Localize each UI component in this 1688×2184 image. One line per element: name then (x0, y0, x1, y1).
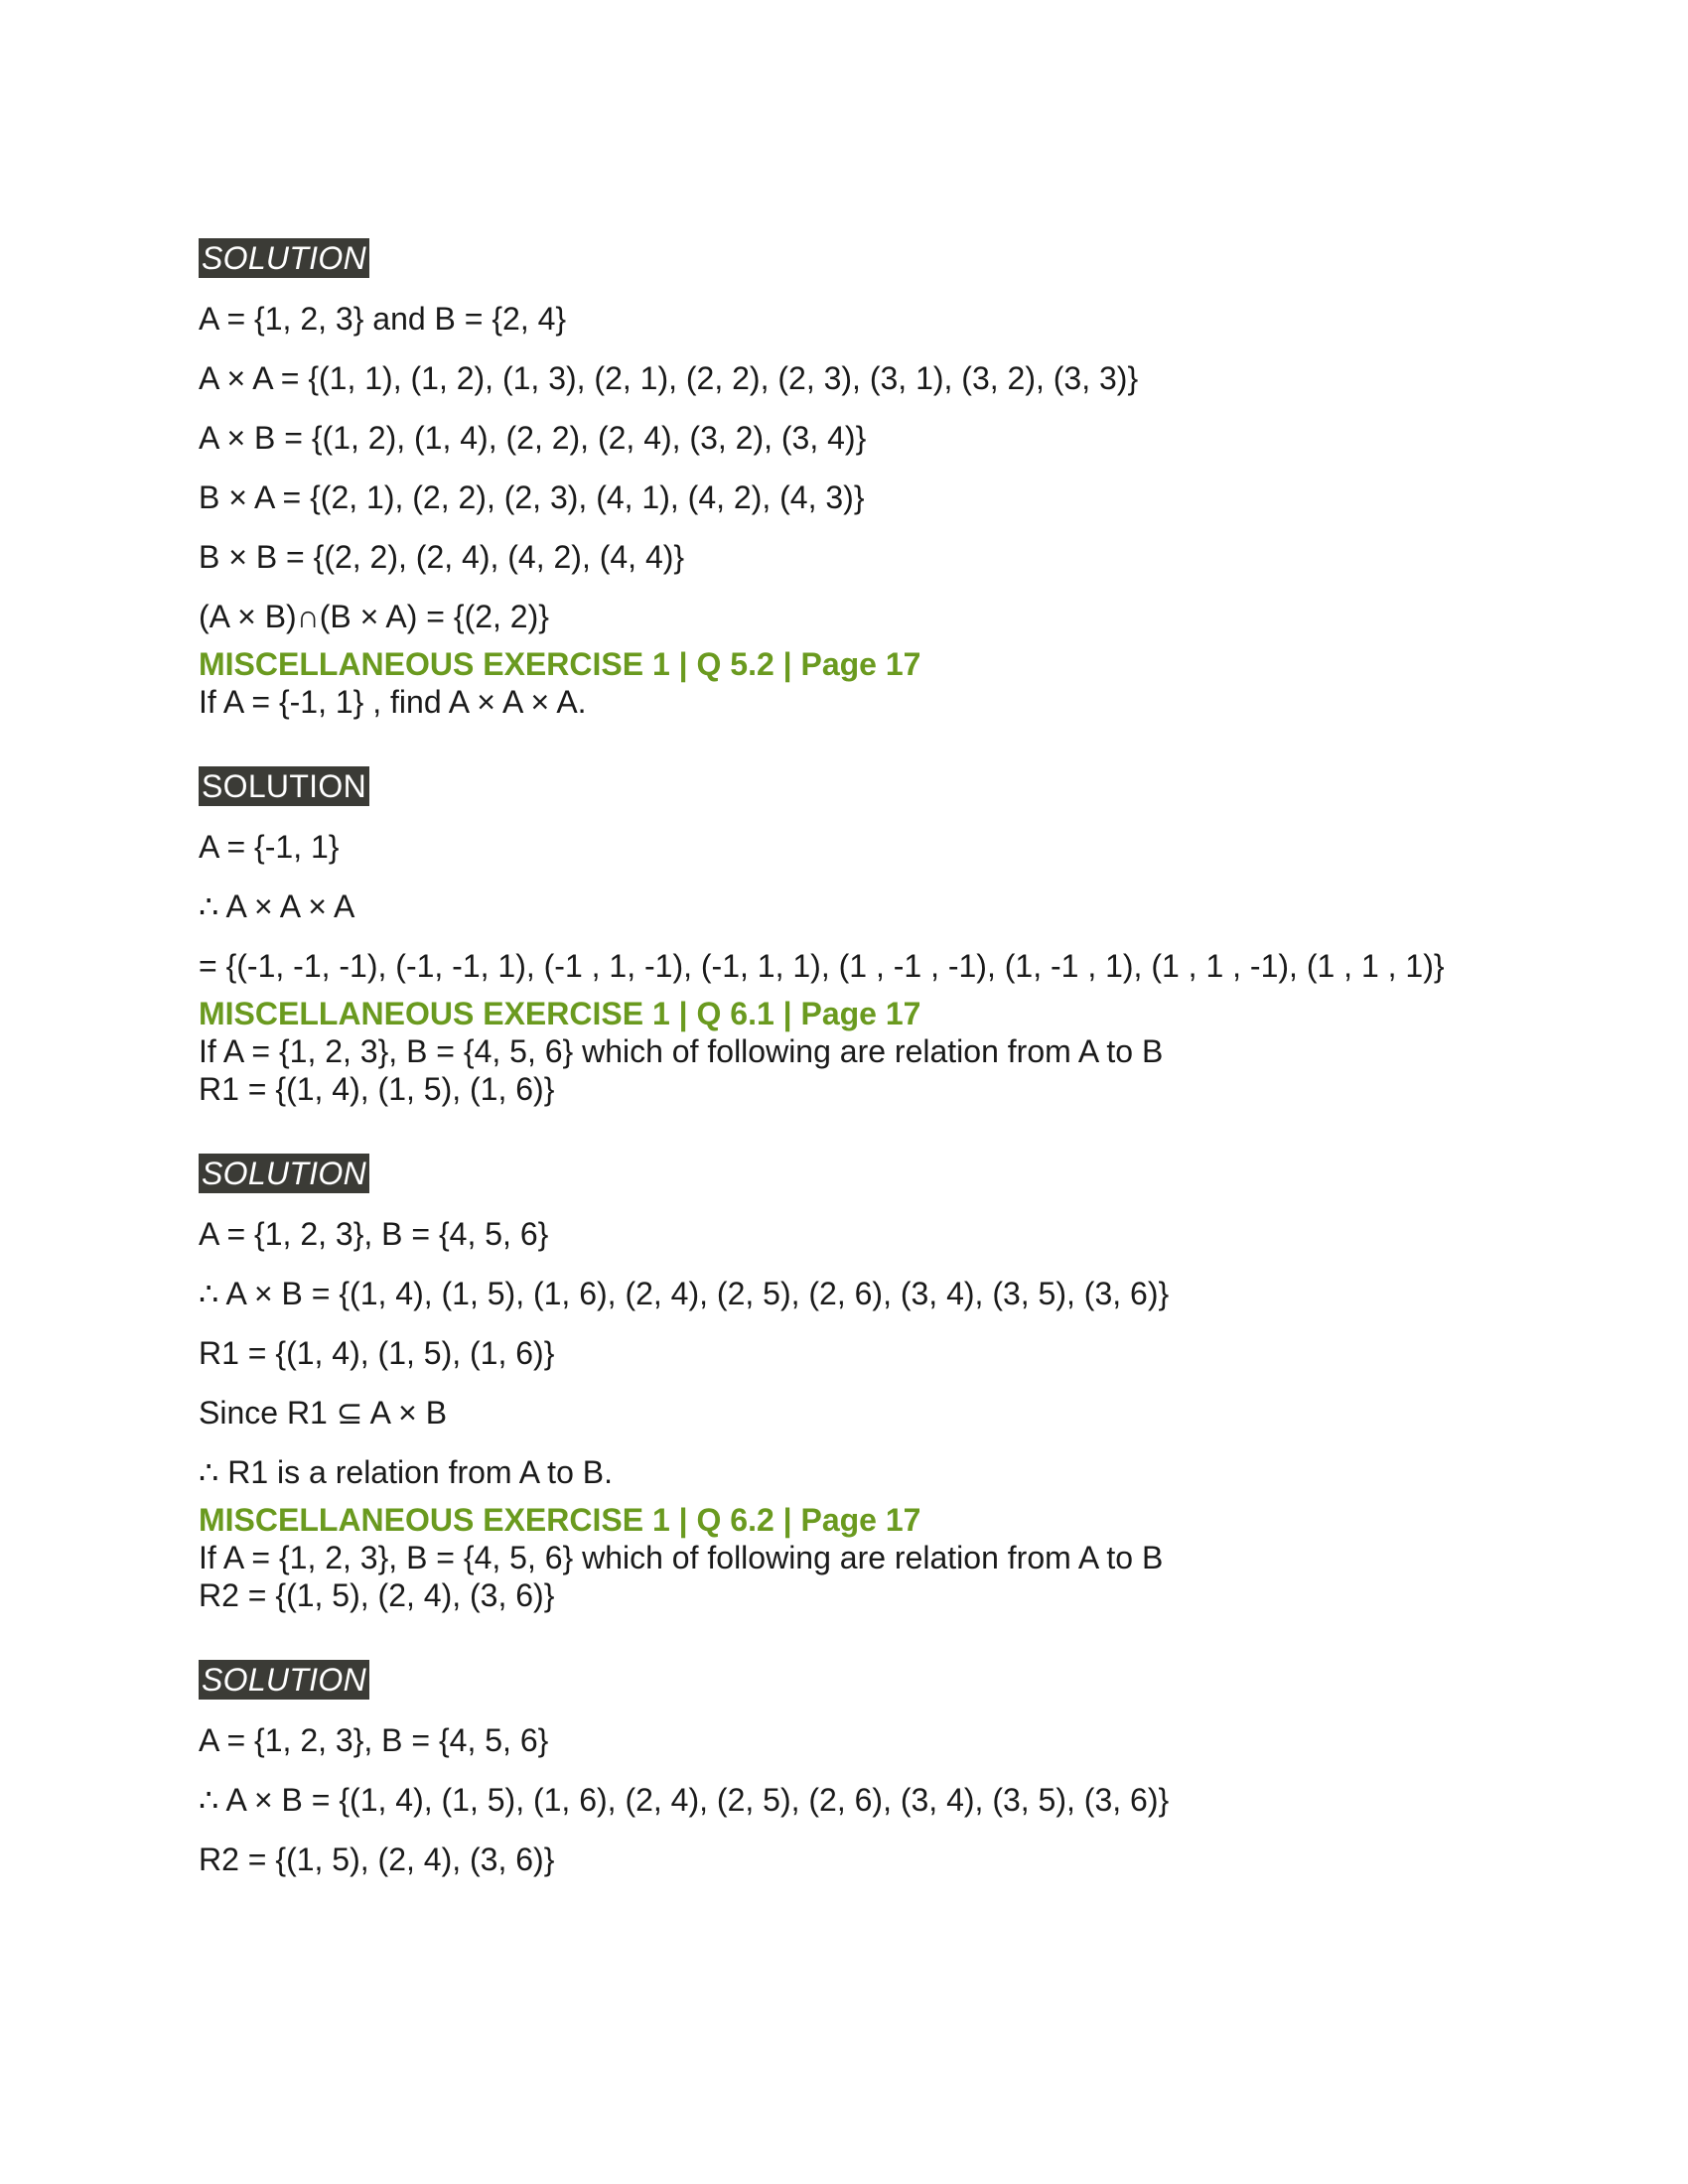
solution-line: ∴ A × B = {(1, 4), (1, 5), (1, 6), (2, 4), (2, 5), (2, 6), (3, 4), (3, 5), (3, 6)} (199, 1782, 1170, 1818)
solution-line: A = {1, 2, 3} and B = {2, 4} (199, 301, 567, 337)
exercise-heading[interactable]: MISCELLANEOUS EXERCISE 1 | Q 6.1 | Page 17 (199, 996, 921, 1031)
solution-line: A = {1, 2, 3}, B = {4, 5, 6} (199, 1722, 549, 1758)
solution-line: ∴ A × B = {(1, 4), (1, 5), (1, 6), (2, 4), (2, 5), (2, 6), (3, 4), (3, 5), (3, 6)} (199, 1276, 1170, 1311)
solution-line: R1 = {(1, 4), (1, 5), (1, 6)} (199, 1335, 555, 1371)
solution-line: A = {-1, 1} (199, 829, 340, 865)
question-relation: R1 = {(1, 4), (1, 5), (1, 6)} (199, 1071, 555, 1107)
question-text: If A = {-1, 1} , find A × A × A. (199, 684, 587, 720)
solution-label: SOLUTION (199, 1660, 369, 1700)
exercise-block (199, 645, 1489, 985)
exercise-heading[interactable]: MISCELLANEOUS EXERCISE 1 | Q 6.2 | Page 17 (199, 1502, 921, 1538)
solution-block (199, 238, 1489, 635)
solution-line: Since R1 ⊆ A × B (199, 1395, 448, 1431)
solution-line: A = {1, 2, 3}, B = {4, 5, 6} (199, 1216, 549, 1252)
exercise-block (199, 995, 1489, 1491)
question-relation: R2 = {(1, 5), (2, 4), (3, 6)} (199, 1577, 555, 1613)
solution-line: A × A = {(1, 1), (1, 2), (1, 3), (2, 1), (2, 2), (2, 3), (3, 1), (3, 2), (3, 3)} (199, 360, 1139, 396)
solution-line: B × A = {(2, 1), (2, 2), (2, 3), (4, 1), (4, 2), (4, 3)} (199, 479, 865, 515)
solution-line: (A × B)∩(B × A) = {(2, 2)} (199, 599, 549, 634)
solution-line: A × B = {(1, 2), (1, 4), (2, 2), (2, 4), (3, 2), (3, 4)} (199, 420, 867, 456)
exercise-heading[interactable]: MISCELLANEOUS EXERCISE 1 | Q 5.2 | Page 17 (199, 646, 921, 682)
solution-line: ∴ A × A × A (199, 888, 355, 924)
solution-label: SOLUTION (199, 1154, 369, 1193)
solution-line: ∴ R1 is a relation from A to B. (199, 1454, 613, 1490)
document-page (199, 238, 1489, 1900)
question-text: If A = {1, 2, 3}, B = {4, 5, 6} which of following are relation from A to B (199, 1033, 1164, 1069)
solution-line: B × B = {(2, 2), (2, 4), (4, 2), (4, 4)} (199, 539, 685, 575)
solution-line: R2 = {(1, 5), (2, 4), (3, 6)} (199, 1842, 555, 1877)
solution-label: SOLUTION (199, 238, 369, 278)
solution-line: = {(-1, -1, -1), (-1, -1, 1), (-1 , 1, -1), (-1, 1, 1), (1 , -1 , -1), (1, -1 , 1), (1 , 1 , -1), (1 , 1 , 1)} (199, 948, 1445, 984)
solution-label: SOLUTION (199, 766, 369, 806)
exercise-block (199, 1501, 1489, 1878)
question-text: If A = {1, 2, 3}, B = {4, 5, 6} which of following are relation from A to B (199, 1540, 1164, 1575)
